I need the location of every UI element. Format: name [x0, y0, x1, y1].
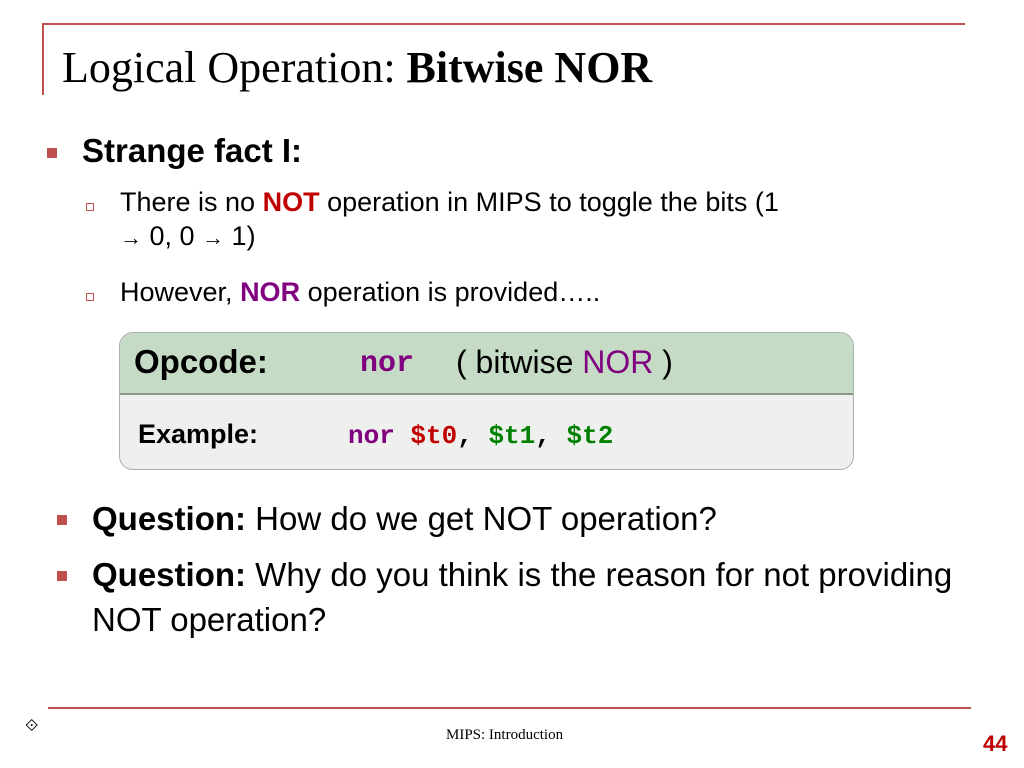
footer-line: [48, 707, 971, 709]
title-prefix: Logical Operation:: [62, 43, 407, 92]
page-number: 44: [983, 731, 1008, 756]
sub2-text-post: operation is provided…..: [300, 277, 601, 307]
not-keyword: NOT: [262, 187, 320, 217]
right-arrow-icon: →: [120, 224, 142, 250]
example-register-rs: $t1: [488, 421, 536, 451]
question-1: [92, 497, 717, 542]
square-bullet-icon: [47, 148, 57, 158]
sub1-text-post: operation in MIPS to toggle the bits (1: [319, 187, 779, 217]
opcode-desc-pre: ( bitwise: [456, 344, 583, 380]
square-bullet-icon: [57, 515, 67, 525]
example-label: Example:: [138, 419, 259, 449]
nor-keyword: NOR: [240, 277, 301, 307]
opcode-mnemonic: nor: [360, 347, 415, 381]
question-1-label: Question:: [92, 500, 246, 537]
title-bold: Bitwise NOR: [406, 43, 653, 92]
example-separator: ,: [535, 421, 567, 451]
left-border-line: [42, 23, 44, 95]
example-register-rd: $t0: [410, 421, 458, 451]
right-arrow-icon: →: [202, 224, 225, 250]
square-bullet-icon: [57, 571, 67, 581]
sub2-text-pre: However,: [120, 277, 241, 307]
opcode-header: [120, 333, 853, 395]
sub-bullet-nor-provided: [120, 276, 600, 310]
example-separator: ,: [457, 421, 489, 451]
opcode-desc-post: ): [653, 344, 673, 380]
fact-heading: Strange fact I:: [82, 132, 303, 169]
hollow-square-bullet-icon: [86, 293, 94, 301]
hollow-square-bullet-icon: [86, 203, 94, 211]
question-2-label: Question:: [92, 556, 246, 593]
example-code: [348, 421, 613, 451]
top-border-line: [42, 23, 965, 25]
example-register-rt: $t2: [566, 421, 614, 451]
sub1-text-pre: There is no: [120, 187, 263, 217]
question-2: [92, 553, 972, 642]
opcode-label: Opcode:: [134, 343, 268, 380]
opcode-desc-nor: NOR: [582, 344, 654, 380]
sub1-text-end: 1): [224, 220, 256, 251]
diamond-icon: ⟐: [25, 716, 39, 735]
opcode-box: [119, 332, 854, 470]
sub1-text-mid: 0, 0: [142, 220, 203, 251]
slide-title: [62, 42, 652, 93]
question-1-text: How do we get NOT operation?: [246, 500, 717, 537]
question-2-text: Why do you think is the reason for not providing NOT operation?: [92, 556, 953, 638]
footer-text: MIPS: Introduction: [446, 727, 564, 743]
sub-bullet-no-not: [120, 186, 970, 254]
opcode-description: [456, 344, 673, 381]
example-mnemonic: nor: [348, 421, 411, 451]
